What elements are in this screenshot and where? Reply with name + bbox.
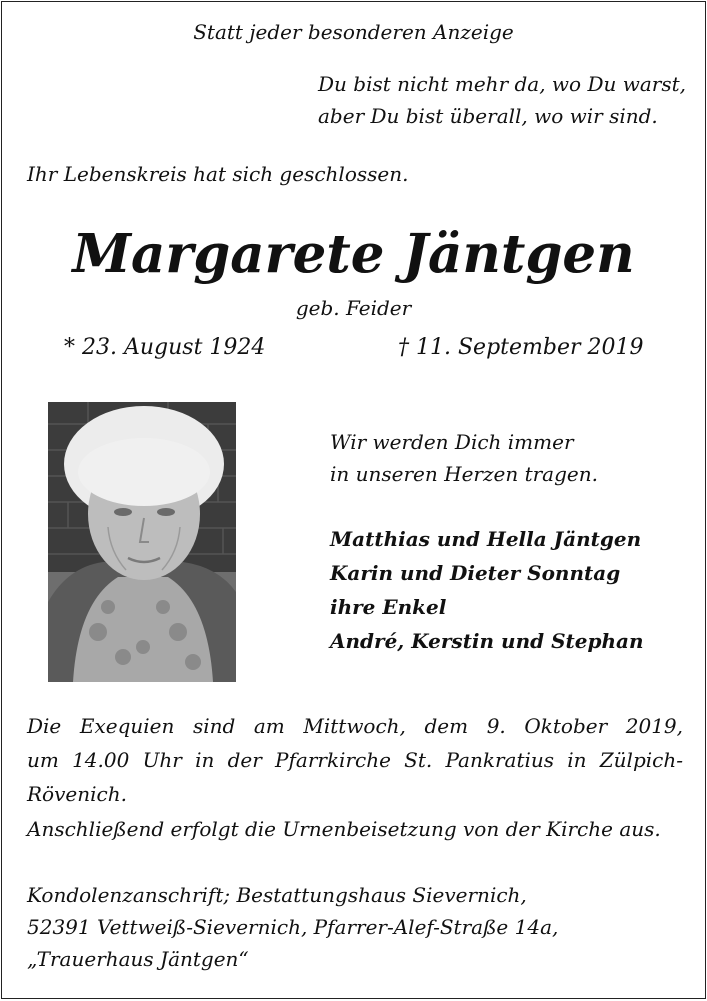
family-line: Karin und Dieter Sonntag (330, 561, 621, 585)
birth-date: * 23. August 1924 (64, 335, 266, 360)
verse-line: in unseren Herzen tragen. (330, 462, 598, 486)
portrait-photo (48, 402, 236, 682)
verse-line: Wir werden Dich immer (330, 430, 574, 454)
quote-line: Du bist nicht mehr da, wo Du warst, (318, 72, 686, 96)
address-line: „Trauerhaus Jäntgen“ (27, 947, 249, 971)
burial-note: Anschließend erfolgt die Urnenbeisetzung von der Kirche aus. (27, 817, 661, 841)
service-line: Rövenich. (27, 782, 127, 806)
portrait-photo-icon (48, 402, 236, 682)
service-details (27, 709, 683, 811)
address-line: Kondolenzanschrift; Bestattungshaus Sievernich, (27, 883, 527, 907)
service-line: Die Exequien sind am Mittwoch, dem 9. Oktober 2019, (27, 714, 683, 738)
deceased-name: Margarete Jäntgen (72, 223, 635, 285)
family-line: Matthias und Hella Jäntgen (330, 527, 642, 551)
family-line: ihre Enkel (330, 595, 447, 619)
header-text: Statt jeder besonderen Anzeige (193, 20, 514, 44)
obituary-notice (1, 1, 706, 999)
maiden-name: geb. Feider (295, 296, 412, 320)
quote-line: aber Du bist überall, wo wir sind. (318, 104, 658, 128)
condolence-verse (330, 426, 598, 490)
intro-text: Ihr Lebenskreis hat sich geschlossen. (27, 162, 409, 186)
death-date: † 11. September 2019 (398, 335, 644, 360)
memorial-quote (318, 68, 686, 132)
service-line: um 14.00 Uhr in der Pfarrkirche St. Pankratius in Zülpich- (27, 748, 683, 772)
family-line: André, Kerstin und Stephan (330, 629, 644, 653)
address-line: 52391 Vettweiß-Sievernich, Pfarrer-Alef-Straße 14a, (27, 915, 559, 939)
family-names (330, 522, 644, 658)
condolence-address (27, 879, 558, 975)
